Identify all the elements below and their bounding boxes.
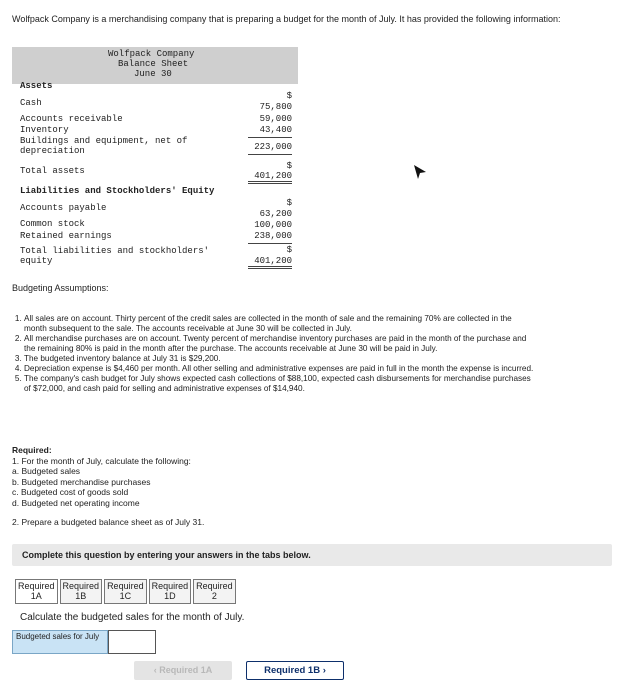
tab-label: Required bbox=[18, 581, 55, 591]
assumption-item: 5. The company's cash budget for July shows expected cash collections of $88,100, expected cash disbursements for merchandise purchases of $72,000, and cash paid for selling and administrative expenses of $14,940. bbox=[24, 374, 534, 394]
bne-label-1: Buildings and equipment, net of bbox=[20, 136, 188, 146]
ap-dollar: $ bbox=[286, 198, 292, 208]
dollar-sign: $ bbox=[286, 91, 292, 101]
cash-label: Cash bbox=[20, 98, 42, 108]
required-section bbox=[12, 445, 204, 528]
balance-sheet-header bbox=[12, 47, 298, 91]
problem-intro: Wolfpack Company is a merchandising company that is preparing a budget for the month of July. It has provided the following information: bbox=[12, 14, 561, 24]
tab-sub-label: 1B bbox=[75, 591, 87, 601]
next-required-1b-button[interactable] bbox=[246, 661, 344, 680]
tab-required-1d[interactable] bbox=[149, 579, 192, 604]
tab-required-1a[interactable] bbox=[15, 579, 58, 604]
tab-sub-label: 1C bbox=[119, 591, 132, 601]
tab-required-1b[interactable] bbox=[60, 579, 103, 604]
bne-label-2: depreciation bbox=[20, 146, 85, 156]
cash-value: 75,800 bbox=[259, 102, 292, 112]
prev-required-1a-button[interactable] bbox=[134, 661, 232, 680]
total-liabilities-dollar: $ bbox=[286, 245, 292, 255]
required-line-1: 1. For the month of July, calculate the following: bbox=[12, 455, 191, 466]
required-item-a: a. Budgeted sales bbox=[12, 466, 81, 476]
tab-required-2[interactable] bbox=[193, 579, 236, 604]
statement-title: Balance Sheet bbox=[118, 59, 189, 69]
required-item-c: c. Budgeted cost of goods sold bbox=[12, 487, 129, 497]
common-stock-value: 100,000 bbox=[254, 220, 292, 230]
balance-sheet bbox=[12, 47, 298, 272]
tab-sub-label: 2 bbox=[211, 591, 217, 601]
ar-value: 59,000 bbox=[259, 114, 292, 124]
budgeted-sales-label: Budgeted sales for July bbox=[12, 630, 108, 654]
required-line-2: 2. Prepare a budgeted balance sheet as of July 31. bbox=[12, 517, 205, 527]
required-item-d: d. Budgeted net operating income bbox=[12, 497, 140, 508]
tab-label: Required bbox=[151, 581, 189, 591]
statement-date: June 30 bbox=[134, 69, 172, 79]
required-heading: Required: bbox=[12, 445, 52, 455]
instruction-text: Complete this question by entering your answers in the tabs below. bbox=[22, 550, 311, 560]
required-item-b: b. Budgeted merchandise purchases bbox=[12, 476, 151, 487]
tab-label: Required bbox=[62, 581, 100, 591]
calc-instruction: Calculate the budgeted sales for the month of July. bbox=[20, 612, 245, 623]
assets-header: Assets bbox=[20, 81, 53, 91]
retained-earnings-label: Retained earnings bbox=[20, 231, 112, 241]
bne-value: 223,000 bbox=[248, 142, 292, 155]
company-name: Wolfpack Company bbox=[108, 49, 195, 59]
tab-sub-label: 1D bbox=[164, 591, 176, 601]
total-liabilities-label-1: Total liabilities and stockholders' bbox=[20, 246, 210, 256]
tab-label: Required bbox=[196, 581, 233, 591]
ap-label: Accounts payable bbox=[20, 203, 107, 213]
prev-button-label: Required 1A bbox=[159, 665, 213, 675]
total-liabilities-label-2: equity bbox=[20, 256, 53, 266]
tab-sub-label: 1A bbox=[30, 591, 42, 601]
chevron-left-icon: ‹ bbox=[153, 665, 157, 675]
inventory-label: Inventory bbox=[20, 125, 69, 135]
next-button-label: Required 1B bbox=[264, 665, 321, 676]
total-assets-label: Total assets bbox=[20, 166, 85, 176]
ap-value: 63,200 bbox=[259, 209, 292, 219]
cursor-arrow-icon bbox=[413, 164, 427, 185]
total-liabilities-value: 401,200 bbox=[248, 256, 292, 269]
assumption-item: 1. All sales are on account. Thirty percent of the credit sales are collected in the month of sale and the remaining 70% are collected in the month subsequent to the sale. The accounts receivable at June 30 will be collected in July. bbox=[24, 314, 534, 334]
total-assets-value: 401,200 bbox=[248, 171, 292, 184]
liabilities-header: Liabilities and Stockholders' Equity bbox=[20, 186, 215, 196]
assumptions-list bbox=[12, 314, 534, 394]
assumptions-heading: Budgeting Assumptions: bbox=[12, 283, 109, 293]
budgeted-sales-input[interactable] bbox=[108, 630, 156, 654]
total-assets-dollar: $ bbox=[286, 161, 292, 171]
tab-label: Required bbox=[107, 581, 144, 591]
ar-label: Accounts receivable bbox=[20, 114, 123, 124]
tab-required-1c[interactable] bbox=[104, 579, 147, 604]
required-tabs bbox=[15, 579, 238, 604]
instruction-bar bbox=[12, 544, 612, 566]
retained-earnings-value: 238,000 bbox=[248, 231, 292, 244]
inventory-value: 43,400 bbox=[248, 125, 292, 138]
assumption-item: 2. All merchandise purchases are on account. Twenty percent of merchandise inventory purchases are paid in the month of the purchase and the remaining 80% is paid in the month after the purchase. The accounts receivable at June 30 will be paid in July. bbox=[24, 334, 534, 354]
assumption-item: 3. The budgeted inventory balance at July 31 is $29,200. bbox=[24, 354, 534, 364]
common-stock-label: Common stock bbox=[20, 219, 85, 229]
assumption-item: 4. Depreciation expense is $4,460 per month. All other selling and administrative expenses are paid in full in the month the expense is incurred. bbox=[24, 364, 534, 374]
chevron-right-icon: › bbox=[322, 665, 326, 676]
